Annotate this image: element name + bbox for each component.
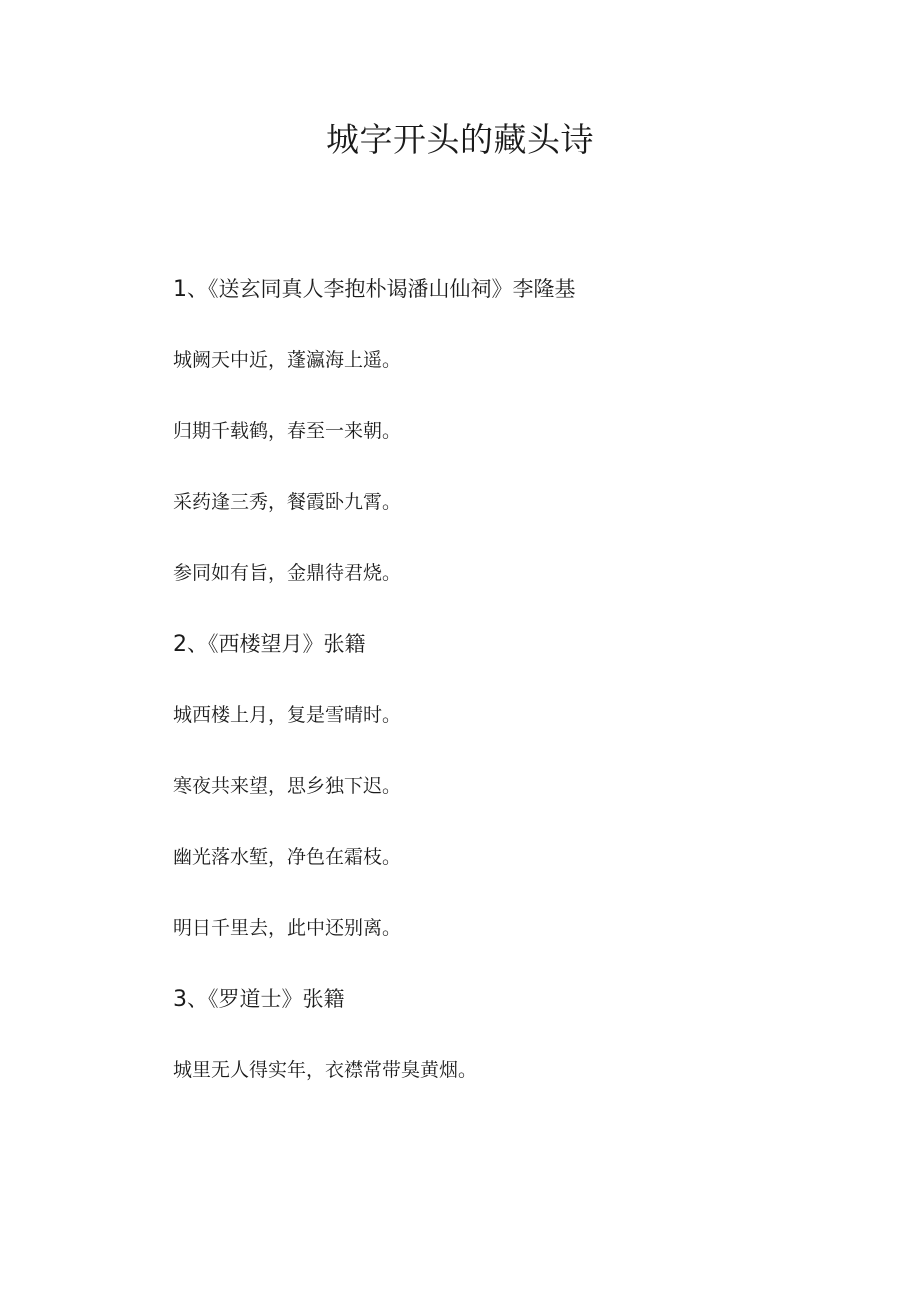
poem-separator: 、 — [187, 987, 208, 1011]
poem-line: 城西楼上月，复是雪晴时。 — [173, 704, 402, 726]
poem-number: 1 — [173, 277, 187, 302]
poem-line: 城阙天中近，蓬瀛海上遥。 — [173, 349, 402, 371]
poem-line: 采药逢三秀，餐霞卧九霄。 — [173, 491, 402, 513]
poem-line: 幽光落水堑，净色在霜枝。 — [173, 846, 402, 868]
document-title: 城字开头的藏头诗 — [326, 120, 594, 159]
poem-separator: 、 — [187, 632, 208, 656]
poem-heading — [173, 271, 873, 307]
poem-3 — [173, 981, 873, 1088]
poem-separator: 、 — [187, 277, 208, 301]
poem-line: 参同如有旨，金鼎待君烧。 — [173, 562, 402, 584]
poem-title: 《罗道士》张籍 — [208, 987, 345, 1011]
document-body — [173, 271, 873, 1123]
poem-number: 3 — [173, 987, 187, 1012]
poem-title: 《送玄同真人李抱朴谒潘山仙祠》李隆基 — [208, 277, 576, 301]
poem-heading — [173, 626, 873, 662]
poem-line: 归期千载鹤，春至一来朝。 — [173, 420, 402, 442]
poem-number: 2 — [173, 632, 187, 657]
poem-title: 《西楼望月》张籍 — [208, 632, 366, 656]
poem-2 — [173, 626, 873, 946]
poem-line: 城里无人得实年，衣襟常带臭黄烟。 — [173, 1059, 478, 1081]
poem-1 — [173, 271, 873, 591]
poem-heading — [173, 981, 873, 1017]
poem-line: 寒夜共来望，思乡独下迟。 — [173, 775, 402, 797]
poem-line: 明日千里去，此中还别离。 — [173, 917, 402, 939]
